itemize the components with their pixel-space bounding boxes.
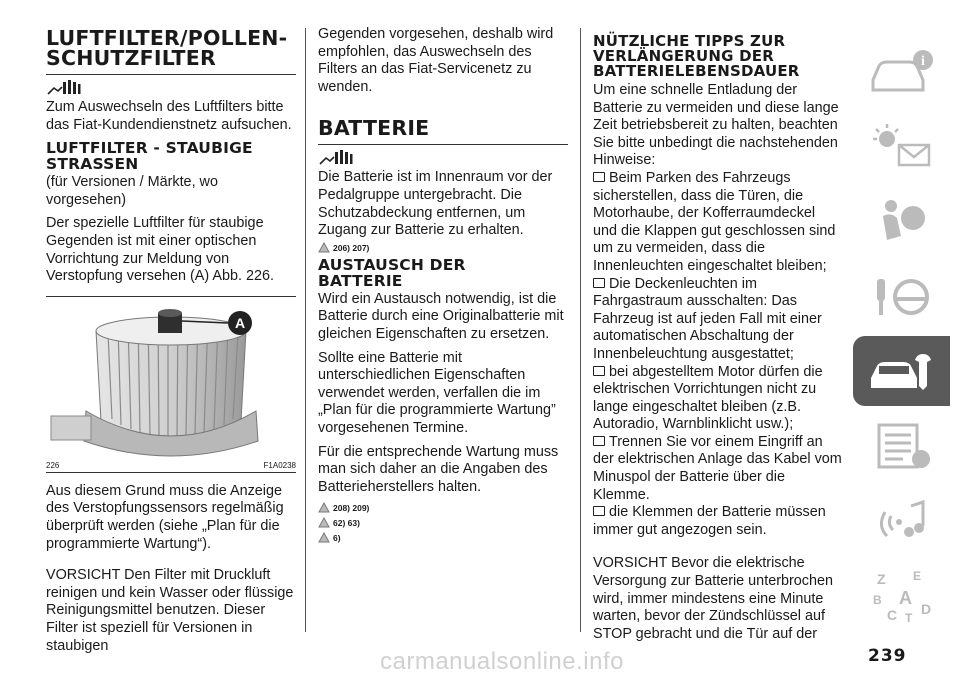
warning-reference: 206) 207) <box>318 242 568 253</box>
list-item: Die Deckenleuchten im Fahrgastraum ausschalten: Das Fahrzeug ist auf jeden Fall mit einer automatischen Abschaltung der Innenbeleuchtung ausgestattet; <box>593 275 822 362</box>
section-title: BATTERIE <box>318 116 430 141</box>
svg-text:Z: Z <box>876 571 886 587</box>
figure-number: 226 <box>46 460 60 470</box>
body-text: Der spezielle Luftfilter für staubige Gegenden ist mit einer optischen Vorrichtung zur Meldung von Verstopfung versehen (A) Abb. 226. <box>46 215 275 285</box>
body-text: (für Versionen / Märkte, wo vorgesehen) <box>46 174 218 208</box>
air-filter-illustration <box>46 301 296 461</box>
warning-triangle-icon <box>318 242 330 253</box>
environment-reference: 6) <box>318 532 568 543</box>
body-text: Sollte eine Batterie mit unterschiedlichen Eigenschaften verwendet werden, verfallen die im „Plan für die programmierte Wartung” vorgesehenen Termine. <box>318 349 556 436</box>
tab-maintenance[interactable] <box>853 336 950 406</box>
subsection-title: AUSTAUSCH DER BATTERIE <box>318 255 466 290</box>
title-rule <box>46 74 296 75</box>
car-info-icon <box>867 46 937 96</box>
warning-reference: 208) 209) <box>318 502 568 513</box>
air-filter-figure <box>46 301 296 461</box>
list-item: Beim Parken des Fahrzeugs sicherstellen, dass die Türen, die Motorhaube, der Kofferraumdeckel und die Klappen gut geschlossen sind um zu vermeiden, dass die Innenleuchten eingeschaltet bleiben; <box>593 169 836 274</box>
tips-list <box>593 170 843 539</box>
intro-text: Um eine schnelle Entladung der Batterie zu vermeiden und diese lange Zeit betriebsbereit zu halten, beachten Sie bitte unbedingt die nachstehenden Hinweise: <box>593 82 839 169</box>
column-right <box>593 34 843 643</box>
body-text: Aus diesem Grund muss die Anzeige des Verstopfungssensors regelmäßig überprüft werden (siehe „Plan für die programmierte Wartung“). <box>46 482 284 552</box>
chapter-nav <box>853 36 950 636</box>
svg-text:i: i <box>920 54 925 69</box>
svg-text:T: T <box>904 611 912 624</box>
technical-data-icon <box>867 421 937 471</box>
figure-rule <box>46 472 296 473</box>
list-item: Trennen Sie vor einem Eingriff an der elektrischen Anlage das Kabel vom Minuspol der Batterie über die Klemme. <box>593 433 842 503</box>
figure-code: F1A0238 <box>263 460 296 470</box>
svg-text:E: E <box>912 569 921 583</box>
svg-text:B: B <box>872 593 882 607</box>
figure-rule <box>46 296 296 297</box>
page-number: 239 <box>868 646 907 666</box>
intro-text: Zum Auswechseln des Luftfilters bitte das Fiat-Kundendienstnetz aufsuchen. <box>46 99 292 133</box>
tab-car-info[interactable] <box>853 36 950 106</box>
column-middle <box>318 26 568 547</box>
subsection-title: LUFTFILTER - STAUBIGE STRASSEN <box>46 139 253 174</box>
column-divider <box>305 28 306 632</box>
section-title: LUFTFILTER/POLLEN- SCHUTZFILTER <box>46 26 288 70</box>
environment-icon <box>318 532 330 543</box>
checkbox-bullet-icon <box>593 278 605 288</box>
list-item: die Klemmen der Batterie müssen immer gut angezogen sein. <box>593 504 826 538</box>
list-item: bei abgestelltem Motor dürfen die elektrischen Vorrichtungen nicht zu lange eingeschaltet bleiben (z.B. Autoradio, Warnblinklicht usw.); <box>593 363 823 433</box>
figure-caption <box>46 461 296 470</box>
section-title: NÜTZLICHE TIPPS ZUR VERLÄNGERUNG DER BATTERIELEBENSDAUER <box>593 32 800 80</box>
index-icon <box>867 568 937 624</box>
car-service-icon <box>867 346 937 396</box>
checkbox-bullet-icon <box>593 366 605 376</box>
checkbox-bullet-icon <box>593 436 605 446</box>
body-text: Gegenden vorgesehen, deshalb wird empfohlen, das Auswechseln des Filters an das Fiat-Servicenetz zu wenden. <box>318 26 554 95</box>
callout-letter: A <box>234 314 246 331</box>
tab-starting-driving[interactable] <box>853 261 950 331</box>
caution-text: VORSICHT Den Filter mit Druckluft reinigen und kein Wasser oder flüssige Reinigungsmittel benutzen. Dieser Filter ist speziell für Versionen in staubigen <box>46 567 294 654</box>
watermark: carmanualsonline.info <box>380 648 624 675</box>
body-text: Für die entsprechende Wartung muss man sich daher an die Angaben des Batterieherstellers halten. <box>318 443 559 495</box>
column-divider <box>580 28 581 632</box>
tab-index[interactable] <box>853 561 950 631</box>
checkbox-bullet-icon <box>593 172 605 182</box>
service-hand-icon <box>318 149 354 167</box>
tab-safety[interactable] <box>853 186 950 256</box>
tab-technical-data[interactable] <box>853 411 950 481</box>
warning-lights-icon <box>867 121 937 171</box>
checkbox-bullet-icon <box>593 506 605 516</box>
tab-multimedia[interactable] <box>853 486 950 556</box>
tab-warning-lights[interactable] <box>853 111 950 181</box>
body-text: Wird ein Austausch notwendig, ist die Batterie durch eine Originalbatterie mit gleichen Eigenschaften zu ersetzen. <box>318 290 564 342</box>
service-hand-icon <box>46 79 82 97</box>
caution-hand-icon <box>318 517 330 528</box>
body-text: Die Batterie ist im Innenraum vor der Pedalgruppe untergebracht. Die Schutzabdeckung entfernen, um Zugang zur Batterie zu erhalten. <box>318 169 553 239</box>
caution-text: VORSICHT Bevor die elektrische Versorgung zur Batterie unterbrochen wird, immer mindestens eine Minute warten, bevor der Zündschlüssel auf STOP gebracht und die Tür auf der <box>593 555 833 642</box>
svg-text:C: C <box>886 607 897 623</box>
svg-text:D: D <box>920 601 931 617</box>
title-rule <box>318 144 568 145</box>
warning-triangle-icon <box>318 502 330 513</box>
column-left <box>46 28 296 655</box>
key-steering-icon <box>867 271 937 321</box>
svg-text:A: A <box>898 588 912 608</box>
safety-airbag-icon <box>867 196 937 246</box>
multimedia-icon <box>867 496 937 546</box>
caution-reference: 62) 63) <box>318 517 568 528</box>
